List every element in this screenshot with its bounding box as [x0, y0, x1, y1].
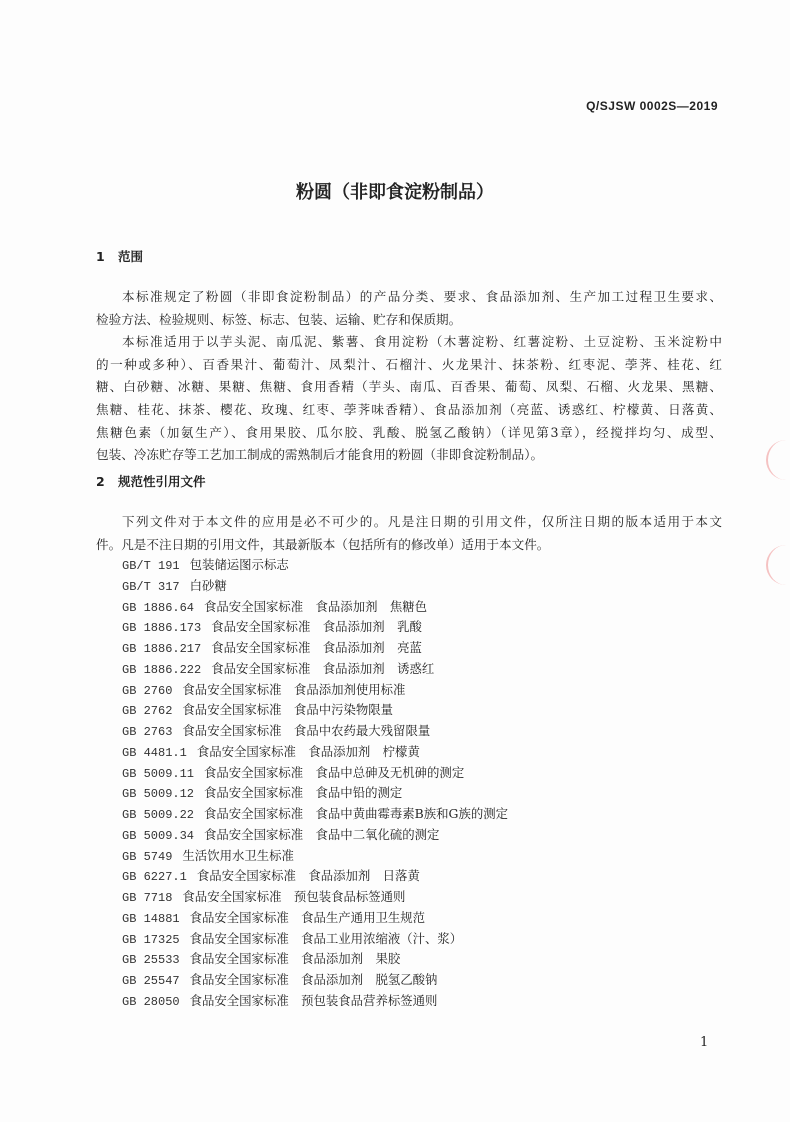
reference-item — [122, 846, 508, 867]
reference-code: GB 5009.22 — [122, 808, 195, 822]
reference-title: 食品安全国家标准 食品添加剂 日落黄 — [196, 868, 420, 884]
reference-item — [122, 804, 508, 825]
reference-code: GB 1886.222 — [122, 662, 202, 677]
reference-item — [122, 783, 508, 804]
reference-code: GB 5009.12 — [122, 787, 195, 802]
reference-item — [122, 991, 508, 1012]
text-line: 焦糖色素（加氨生产）、食用果胶、瓜尔胶、乳酸、脱氢乙酸钠）（详见第3章），经搅拌均匀、成型、 — [96, 424, 722, 440]
reference-title: 食品安全国家标准 食品添加剂 亮蓝 — [211, 640, 422, 655]
reference-code: GB 14881 — [122, 911, 180, 926]
section-title: 规范性引用文件 — [118, 474, 206, 489]
reference-item — [122, 908, 508, 929]
text-line: 包装、冷冻贮存等工艺加工制成的需熟制后才能食用的粉圆（非即食淀粉制品）。 — [96, 447, 544, 463]
reference-title: 包装储运图示标志 — [189, 557, 289, 572]
reference-code: GB 5749 — [122, 849, 173, 864]
reference-item — [122, 721, 508, 742]
reference-item — [122, 659, 508, 680]
reference-code: GB 4481.1 — [122, 745, 187, 760]
reference-title: 食品安全国家标准 食品中二氧化硫的测定 — [204, 826, 440, 842]
reference-code: GB 1886.217 — [122, 642, 202, 656]
reference-code: GB 7718 — [122, 891, 173, 905]
reference-item — [122, 929, 508, 950]
reference-item — [122, 742, 508, 763]
section-number: 2 — [96, 474, 105, 489]
section-heading-scope — [96, 247, 143, 265]
reference-title: 食品安全国家标准 食品中总砷及无机砷的测定 — [204, 764, 465, 780]
text-line: 焦糖、桂花、抹茶、樱花、玫瑰、红枣、荸荠味香精）、食品添加剂（亮蓝、诱惑红、柠檬黄、日落黄、 — [96, 401, 722, 417]
reference-title: 食品安全国家标准 食品中铅的测定 — [204, 785, 403, 801]
reference-title: 食品安全国家标准 食品生产通用卫生规范 — [189, 909, 426, 925]
standard-code: Q/SJSW 0002S—2019 — [586, 99, 718, 113]
reference-title: 食品安全国家标准 食品中黄曲霉毒素B族和G族的测定 — [204, 806, 509, 821]
section-title: 范围 — [118, 249, 144, 264]
reference-title: 生活饮用水卫生标准 — [182, 847, 294, 863]
reference-title: 食品安全国家标准 食品工业用浓缩液（汁、浆） — [189, 930, 463, 946]
seal-stamp-edge — [766, 545, 790, 585]
references-intro — [96, 511, 722, 556]
reference-item — [122, 638, 508, 659]
reference-item — [122, 700, 508, 721]
reference-title: 食品安全国家标准 食品添加剂 脱氢乙酸钠 — [189, 972, 438, 987]
reference-item — [122, 617, 508, 638]
text-line: 下列文件对于本文件的应用是必不可少的。凡是注日期的引用文件，仅所注日期的版本适用于本文 — [122, 514, 722, 529]
section-heading-references — [96, 472, 206, 490]
reference-item — [122, 970, 508, 991]
section-number: 1 — [96, 249, 105, 264]
reference-code: GB 1886.173 — [122, 621, 202, 636]
reference-title: 食品安全国家标准 食品中污染物限量 — [182, 702, 394, 718]
reference-code: GB 5009.34 — [122, 828, 195, 843]
reference-title: 食品安全国家标准 预包装食品标签通则 — [182, 889, 406, 904]
text-line: 检验方法、检验规则、标签、标志、包装、运输、贮存和保质期。 — [96, 311, 462, 327]
text-line: 本标准适用于以芋头泥、南瓜泥、紫薯、食用淀粉（木薯淀粉、红薯淀粉、土豆淀粉、玉米淀粉中 — [122, 334, 722, 350]
text-line: 糖、白砂糖、冰糖、果糖、焦糖、食用香精（芋头、南瓜、百香果、葡萄、凤梨、石榴、火龙果、黑糖、 — [96, 379, 722, 395]
paragraph — [96, 331, 722, 467]
reference-code: GB/T 191 — [122, 559, 180, 573]
reference-title: 食品安全国家标准 食品添加剂 果胶 — [189, 951, 401, 967]
reference-title: 食品安全国家标准 食品中农药最大残留限量 — [182, 723, 431, 738]
reference-code: GB 17325 — [122, 932, 180, 947]
reference-code: GB 2762 — [122, 704, 173, 719]
reference-title: 食品安全国家标准 食品添加剂 乳酸 — [211, 619, 422, 635]
reference-item — [122, 949, 508, 970]
reference-code: GB 28050 — [122, 994, 180, 1009]
reference-code: GB 2763 — [122, 725, 173, 739]
reference-title: 食品安全国家标准 食品添加剂 诱惑红 — [211, 660, 435, 676]
seal-stamp-edge — [766, 440, 790, 480]
reference-code: GB 2760 — [122, 683, 173, 698]
reference-item — [122, 887, 508, 908]
reference-code: GB 5009.11 — [122, 766, 195, 781]
reference-item — [122, 825, 508, 846]
reference-title: 白砂糖 — [189, 577, 227, 593]
reference-code: GB 1886.64 — [122, 600, 195, 615]
reference-item — [122, 680, 508, 701]
reference-item — [122, 866, 508, 887]
text-line: 的一种或多种）、百香果汁、葡萄汁、凤梨汁、石榴汁、火龙果汁、抹茶粉、红枣泥、荸荠、桂花、红 — [96, 356, 722, 372]
document-title: 粉圆（非即食淀粉制品） — [296, 182, 494, 203]
reference-code: GB 25533 — [122, 953, 180, 968]
reference-title: 食品安全国家标准 食品添加剂 焦糖色 — [204, 598, 428, 614]
text-line: 本标准规定了粉圆（非即食淀粉制品）的产品分类、要求、食品添加剂、生产加工过程卫生要求、 — [122, 289, 722, 304]
reference-item — [122, 576, 508, 597]
reference-item — [122, 597, 508, 618]
paragraph — [96, 286, 722, 331]
reference-title: 食品安全国家标准 食品添加剂 柠檬黄 — [196, 743, 420, 759]
reference-item — [122, 555, 508, 576]
reference-title: 食品安全国家标准 预包装食品营养标签通则 — [189, 992, 438, 1008]
reference-code: GB 25547 — [122, 974, 180, 988]
reference-title: 食品安全国家标准 食品添加剂使用标准 — [182, 681, 406, 697]
reference-code: GB/T 317 — [122, 579, 180, 594]
scope-text — [96, 286, 722, 467]
reference-item — [122, 763, 508, 784]
page-number: 1 — [700, 1035, 709, 1050]
reference-code: GB 6227.1 — [122, 870, 187, 885]
text-line: 件。凡是不注日期的引用文件，其最新版本（包括所有的修改单）适用于本文件。 — [96, 536, 550, 552]
references-list — [122, 555, 508, 1012]
